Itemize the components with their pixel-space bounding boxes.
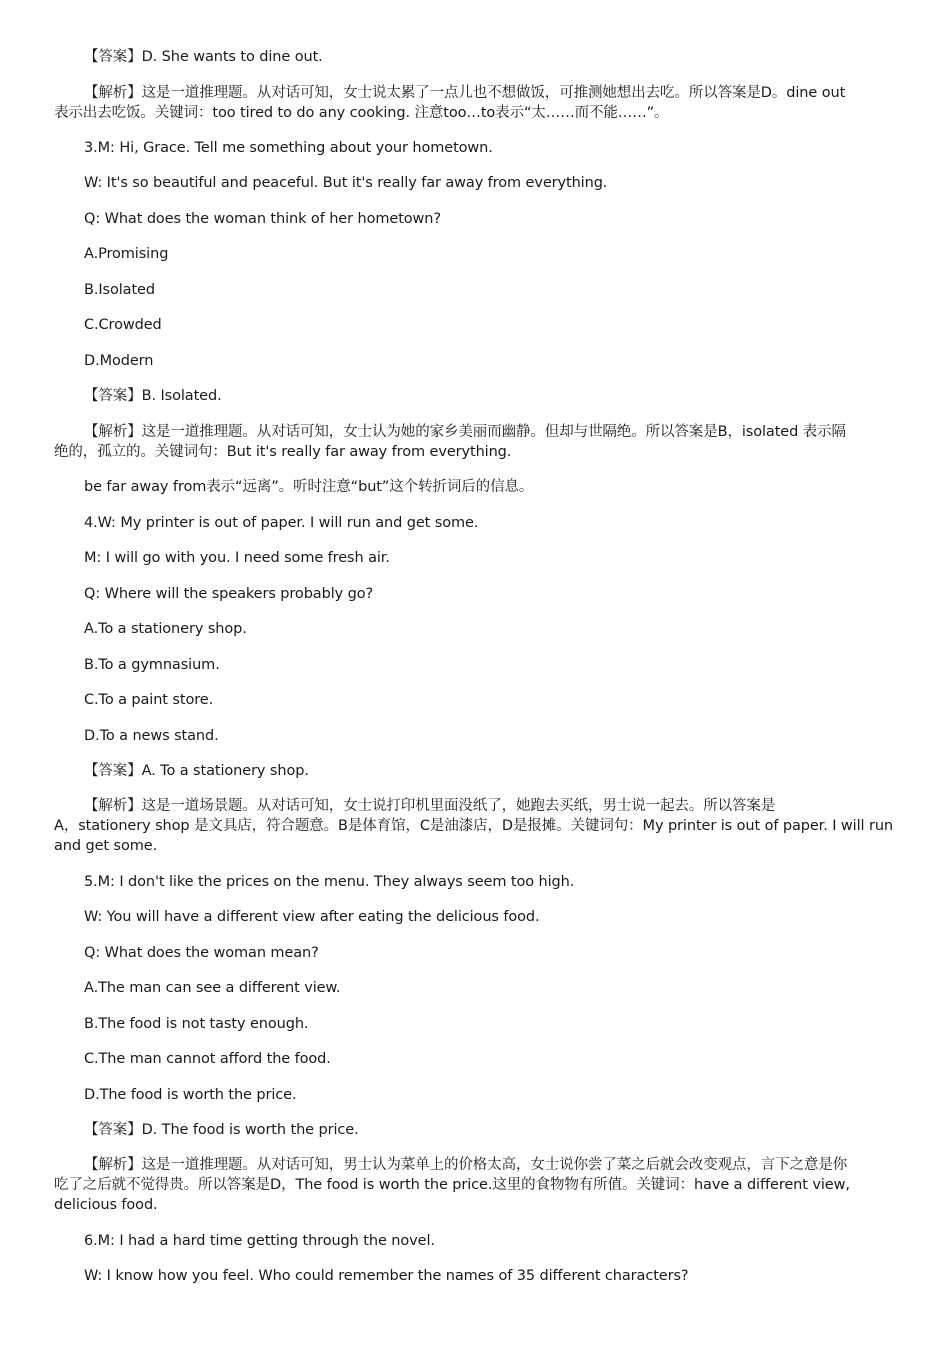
q3-analysis-line-1: 【解析】这是一道推理题。从对话可知，女士认为她的家乡美丽而幽静。但却与世隔绝。所以答案是B，isolated 表示隔 — [84, 424, 846, 440]
q4-answer: 【答案】A. To a stationery shop. — [84, 763, 309, 779]
q4-analysis-line-2: A，stationery shop 是文具店，符合题意。B是体育馆，C是油漆店，D是报摊。关键词句：My printer is out of paper. I will run — [54, 818, 893, 834]
q2-answer: 【答案】D. She wants to dine out. — [84, 49, 323, 65]
q3-option-a: A.Promising — [84, 246, 169, 262]
q4-option-a: A.To a stationery shop. — [84, 621, 247, 637]
q5-analysis-line-1: 【解析】这是一道推理题。从对话可知，男士认为菜单上的价格太高，女士说你尝了菜之后就会改变观点，言下之意是你 — [84, 1157, 848, 1173]
q3-answer: 【答案】B. Isolated. — [84, 388, 222, 404]
q6-woman-line: W: I know how you feel. Who could remember the names of 35 different characters? — [84, 1268, 689, 1284]
q3-option-b: B.Isolated — [84, 282, 155, 298]
q5-analysis-line-3: delicious food. — [54, 1197, 158, 1213]
q5-option-c: C.The man cannot afford the food. — [84, 1051, 331, 1067]
q3-option-d: D.Modern — [84, 353, 154, 369]
q5-option-a: A.The man can see a different view. — [84, 980, 341, 996]
q4-analysis-line-1: 【解析】这是一道场景题。从对话可知，女士说打印机里面没纸了，她跑去买纸，男士说一起去。所以答案是 — [84, 798, 776, 814]
q4-man-line: M: I will go with you. I need some fresh air. — [84, 550, 390, 566]
q5-question: Q: What does the woman mean? — [84, 945, 319, 961]
q3-question: Q: What does the woman think of her hometown? — [84, 211, 441, 227]
q3-woman-line: W: It's so beautiful and peaceful. But it's really far away from everything. — [84, 175, 608, 191]
q6-man-line: 6.M: I had a hard time getting through the novel. — [84, 1233, 435, 1249]
q5-option-d: D.The food is worth the price. — [84, 1087, 297, 1103]
q4-question: Q: Where will the speakers probably go? — [84, 586, 374, 602]
q2-analysis-line-2: 表示出去吃饭。关键词：too tired to do any cooking. 注意too…to表示“太……而不能……”。 — [54, 105, 669, 121]
q4-option-c: C.To a paint store. — [84, 692, 214, 708]
q3-analysis-line-2: 绝的，孤立的。关键词句：But it's really far away from everything. — [54, 444, 512, 460]
q2-analysis-line-1: 【解析】这是一道推理题。从对话可知，女士说太累了一点儿也不想做饭，可推测她想出去吃。所以答案是D。dine out — [84, 85, 846, 101]
q5-man-line: 5.M: I don't like the prices on the menu. They always seem too high. — [84, 874, 575, 890]
q5-option-b: B.The food is not tasty enough. — [84, 1016, 309, 1032]
q5-woman-line: W: You will have a different view after eating the delicious food. — [84, 909, 540, 925]
q4-option-b: B.To a gymnasium. — [84, 657, 220, 673]
q5-analysis-line-2: 吃了之后就不觉得贵。所以答案是D，The food is worth the price.这里的食物物有所值。关键词：have a different view, — [54, 1177, 850, 1193]
q3-analysis-line-3: be far away from表示“远离”。听时注意“but”这个转折词后的信息。 — [84, 479, 534, 495]
q4-woman-line: 4.W: My printer is out of paper. I will run and get some. — [84, 515, 479, 531]
q3-man-line: 3.M: Hi, Grace. Tell me something about your hometown. — [84, 140, 493, 156]
q5-answer: 【答案】D. The food is worth the price. — [84, 1122, 359, 1138]
q4-analysis-line-3: and get some. — [54, 838, 158, 854]
q3-option-c: C.Crowded — [84, 317, 162, 333]
q4-option-d: D.To a news stand. — [84, 728, 219, 744]
